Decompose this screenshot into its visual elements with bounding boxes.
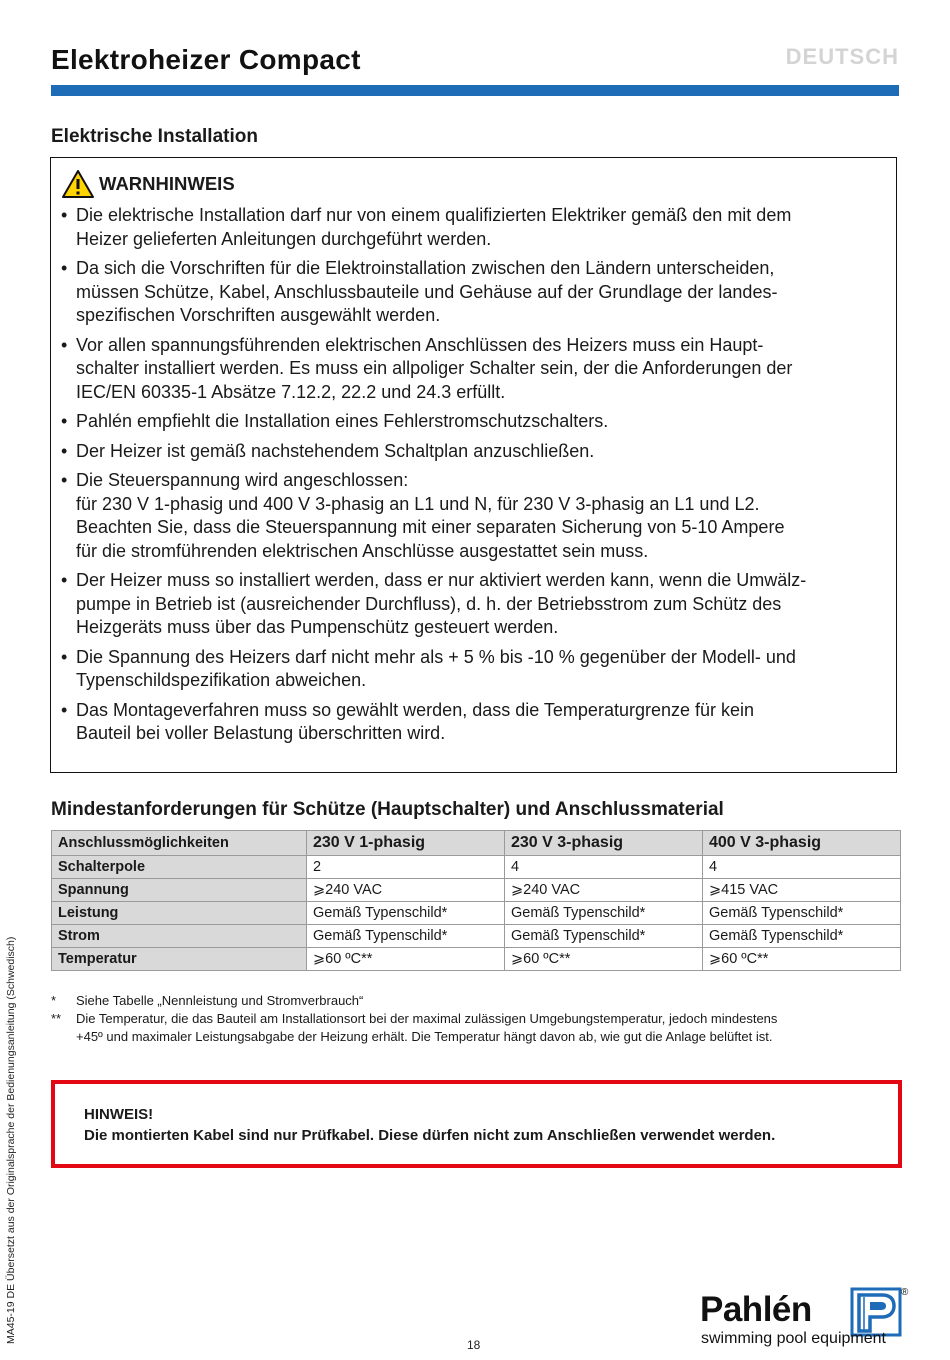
- table-cell: 2: [307, 856, 505, 879]
- warning-item: [61, 204, 891, 251]
- bullet-marker: •: [61, 646, 68, 667]
- hint-text: Die montierten Kabel sind nur Prüfkabel. Diese dürfen nicht zum Anschließen verwendet werden.: [84, 1127, 776, 1144]
- requirements-table: [51, 830, 901, 971]
- logo-wordmark: Pahlén: [700, 1290, 812, 1329]
- hint-box: [51, 1080, 902, 1168]
- warning-item: [61, 646, 891, 693]
- table-row: [52, 856, 901, 879]
- table-row-label: Spannung: [52, 879, 307, 902]
- table-cell: ⩾240 VAC: [505, 879, 703, 902]
- table-cell: Gemäß Typenschild*: [703, 925, 901, 948]
- warning-item-text: Der Heizer ist gemäß nachstehendem Schaltplan anzuschließen.: [76, 440, 595, 461]
- warning-title: WARNHINWEIS: [99, 173, 235, 194]
- warning-item-text: Da sich die Vorschriften für die Elektroinstallation zwischen den Ländern unterscheiden, müssen Schütze, Kabel, Anschlussbauteile und Gehäuse auf der Grundlage der landes- spezifischen Vorschriften ausgewählt werden.: [76, 258, 778, 325]
- warning-triangle-icon: [61, 169, 95, 199]
- table-row: [52, 948, 901, 971]
- footnote-text: Siehe Tabelle „Nennleistung und Stromverbrauch“: [76, 993, 364, 1008]
- table-row: [52, 902, 901, 925]
- footnote-mark: *: [51, 993, 57, 1008]
- table-cell: ⩾415 VAC: [703, 879, 901, 902]
- warning-item-text: Die Steuerspannung wird angeschlossen: für 230 V 1-phasig und 400 V 3-phasig an L1 und N, für 230 V 3-phasig an L1 und L2. Beachten Sie, dass die Steuerspannung mit einer separaten Sicherung von 5-10 Ampere für die stromführenden elektrischen Anschlüsse ausgestattet sein muss.: [76, 470, 785, 561]
- section-title-requirements: Mindestanforderungen für Schütze (Hauptschalter) und Anschlussmaterial: [51, 799, 724, 820]
- table-header-cell: Anschlussmöglichkeiten: [52, 831, 307, 856]
- warning-item-text: Pahlén empfiehlt die Installation eines Fehlerstromschutzschalters.: [76, 411, 609, 431]
- section-title-installation: Elektrische Installation: [51, 126, 258, 147]
- warning-item-text: Die Spannung des Heizers darf nicht mehr als + 5 % bis -10 % gegenüber der Modell- und Typenschildspezifikation abweichen.: [76, 646, 796, 690]
- warning-item: [61, 699, 891, 746]
- bullet-marker: •: [61, 570, 68, 590]
- bullet-marker: •: [61, 205, 68, 225]
- table-header-cell: 230 V 1-phasig: [307, 831, 505, 856]
- document-reference: MA45-19 DE Übersetzt aus der Originalsprache der Bedienungsanleitung (Schwedisch): [5, 936, 17, 1344]
- table-header-cell: 230 V 3-phasig: [505, 831, 703, 856]
- warning-box: [50, 157, 897, 773]
- warning-list: [61, 204, 891, 752]
- logo-tagline: swimming pool equipment: [701, 1330, 886, 1347]
- table-cell: Gemäß Typenschild*: [505, 902, 703, 925]
- table-header-row: [52, 831, 901, 856]
- table-row-label: Schalterpole: [52, 856, 307, 879]
- table-cell: ⩾240 VAC: [307, 879, 505, 902]
- language-label: DEUTSCH: [785, 44, 899, 69]
- table-cell: Gemäß Typenschild*: [703, 902, 901, 925]
- warning-item-text: Das Montageverfahren muss so gewählt werden, dass die Temperaturgrenze für kein Bauteil bei voller Belastung überschritten wird.: [76, 699, 755, 743]
- table-cell: 4: [703, 856, 901, 879]
- warning-item: [61, 334, 891, 405]
- bullet-marker: •: [61, 470, 68, 490]
- bullet-marker: •: [61, 334, 68, 355]
- table-cell: ⩾60 ºC**: [703, 948, 901, 971]
- table-cell: Gemäß Typenschild*: [505, 925, 703, 948]
- warning-item: [61, 469, 891, 563]
- hint-title: HINWEIS!: [84, 1106, 154, 1123]
- footnote: [51, 1010, 901, 1046]
- bullet-marker: •: [61, 411, 68, 431]
- warning-item: [61, 257, 891, 328]
- table-cell: Gemäß Typenschild*: [307, 902, 505, 925]
- warning-heading: [61, 169, 235, 199]
- page-number: 18: [467, 1338, 481, 1352]
- document-title: Elektroheizer Compact: [51, 44, 361, 75]
- table-row-label: Temperatur: [52, 948, 307, 971]
- table-header-cell: 400 V 3-phasig: [703, 831, 901, 856]
- table-row-label: Strom: [52, 925, 307, 948]
- pahlen-logo: [700, 1287, 915, 1352]
- bullet-marker: •: [61, 440, 68, 461]
- bullet-marker: •: [61, 258, 68, 278]
- table-cell: ⩾60 ºC**: [307, 948, 505, 971]
- header-bar: [51, 85, 899, 96]
- warning-item-text: Der Heizer muss so installiert werden, dass er nur aktiviert werden kann, wenn die Umwälz- pumpe in Betrieb ist (ausreichender Durchfluss), d. h. der Betriebsstrom zum Schütz des Heizgeräts muss über das Pumpenschütz gesteuert werden.: [76, 570, 807, 637]
- warning-item-text: Die elektrische Installation darf nur von einem qualifizierten Elektriker gemäß den mit dem Heizer gelieferten Anleitungen durchgeführt werden.: [76, 205, 792, 249]
- warning-item: [61, 410, 891, 434]
- warning-item: [61, 569, 891, 640]
- table-row-label: Leistung: [52, 902, 307, 925]
- table-row: [52, 925, 901, 948]
- registered-mark: ®: [901, 1287, 909, 1298]
- table-row: [52, 879, 901, 902]
- warning-item: [61, 440, 891, 464]
- footnote-mark: **: [51, 1011, 62, 1026]
- bullet-marker: •: [61, 699, 68, 720]
- footnote-text: Die Temperatur, die das Bauteil am Installationsort bei der maximal zulässigen Umgebungstemperatur, jedoch mindestens +45º und maximaler Leistungsabgabe der Heizung erhält. Die Temperatur hängt davon ab, wie gut die Anlage belüftet ist.: [76, 1011, 778, 1044]
- table-cell: Gemäß Typenschild*: [307, 925, 505, 948]
- table-cell: ⩾60 ºC**: [505, 948, 703, 971]
- warning-item-text: Vor allen spannungsführenden elektrischen Anschlüssen des Heizers muss ein Haupt- schalter installiert werden. Es muss ein allpoliger Schalter sein, der die Anforderungen der IEC/EN 60335-1 Absätze 7.12.2, 22.2 und 24.3 erfüllt.: [76, 334, 793, 402]
- footnote: [51, 992, 901, 1010]
- table-cell: 4: [505, 856, 703, 879]
- footnotes: [51, 992, 901, 1046]
